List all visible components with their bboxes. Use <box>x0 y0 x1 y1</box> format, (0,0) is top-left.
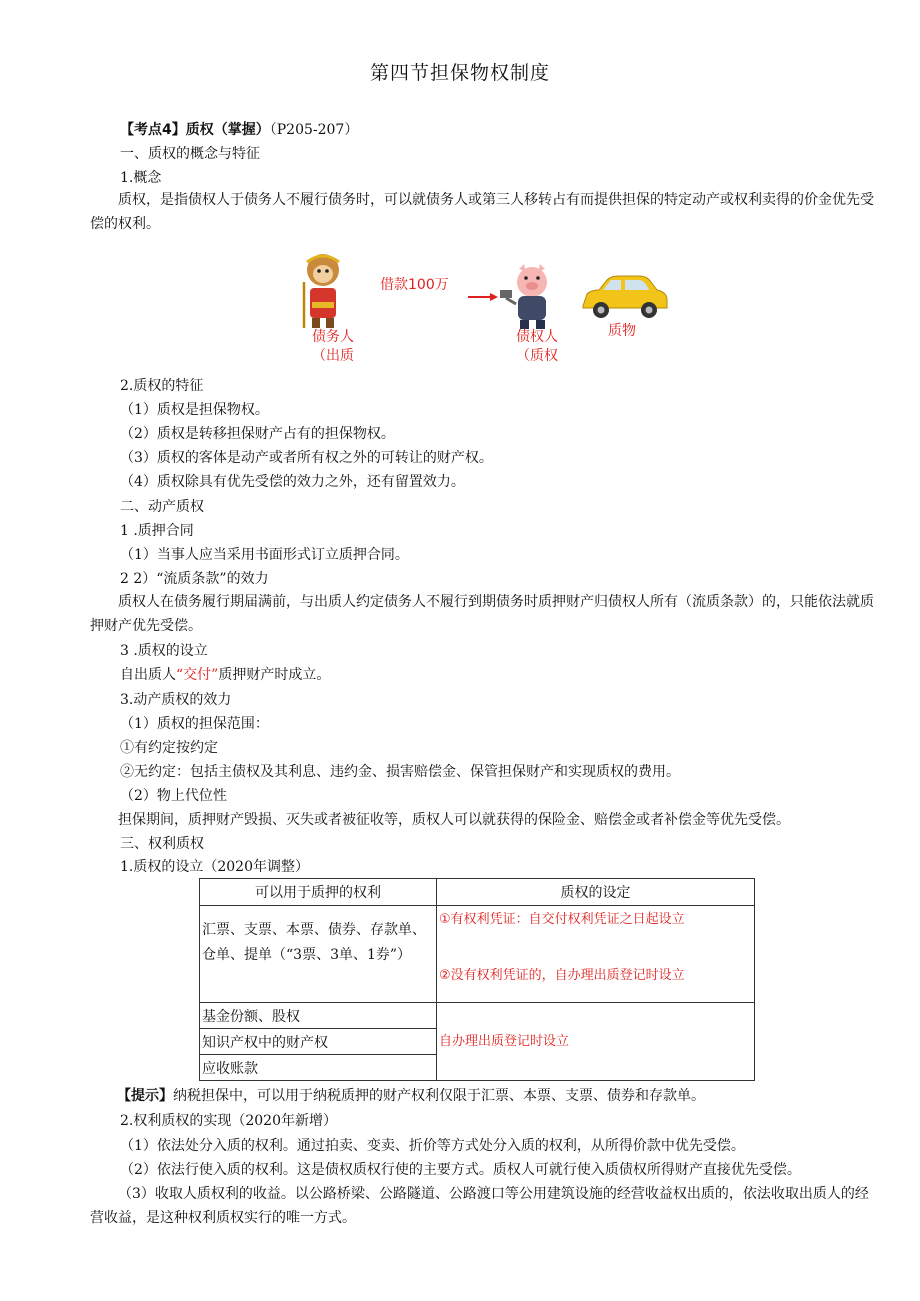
pledge-contract-item: （1）当事人应当采用书面形式订立质押合同。 <box>120 547 409 563</box>
subrogation-heading: （2）物上代位性 <box>120 788 227 804</box>
setup-without-certificate: ②没有权利凭证的，自办理出质登记时设立 <box>439 968 685 983</box>
setup-line <box>120 665 330 685</box>
right-pledge-setup-heading: 1.质权的设立（2020年调整） <box>120 859 309 875</box>
registration-setup-text: 自办理出质登记时设立 <box>439 1033 570 1049</box>
feature-3: （3）质权的客体是动产或者所有权之外的可转让的财产权。 <box>120 450 493 466</box>
feature-2: （2）质权是转移担保财产占有的担保物权。 <box>120 426 395 442</box>
kaodian-line <box>120 120 358 140</box>
table-cell-registration-setup <box>437 1003 755 1081</box>
realization-2: （2）依法行使入质的权利。这是债权质权行使的主要方式。质权人可就行使入质债权所得财产直接优先受偿。 <box>120 1162 801 1178</box>
pledged-car-icon <box>577 272 671 322</box>
section-1-heading: 一、质权的概念与特征 <box>120 146 260 162</box>
section-3-heading: 三、权利质权 <box>120 836 204 852</box>
pledge-label: 质物 <box>608 323 636 339</box>
features-heading: 2.质权的特征 <box>120 378 204 394</box>
table-header-rights: 可以用于质押的权利 <box>200 879 437 906</box>
loan-arrow-label: 借款100万 <box>380 277 449 293</box>
table-cell-fund-equity: 基金份额、股权 <box>200 1003 437 1029</box>
pledge-illustration <box>290 248 690 373</box>
table-row <box>200 1003 755 1029</box>
tip-text: 纳税担保中，可以用于纳税质押的财产权利仅限于汇票、本票、支票、债券和存款单。 <box>173 1088 705 1104</box>
feature-1: （1）质权是担保物权。 <box>120 402 269 418</box>
tip-label: 【提示】 <box>117 1088 173 1104</box>
setup-delivery-highlight: “交付” <box>176 667 219 683</box>
setup-heading: 3 .质权的设立 <box>120 643 208 659</box>
creditor-label <box>516 328 558 366</box>
loan-arrow-icon <box>468 292 498 302</box>
creditor-pig-icon <box>498 264 558 330</box>
scope-default: ②无约定：包括主债权及其利息、违约金、损害赔偿金、保管担保财产和实现质权的费用。 <box>120 764 680 780</box>
table-header-row <box>200 879 755 906</box>
setup-pre: 自出质人 <box>120 667 176 683</box>
debtor-label <box>312 328 354 366</box>
creditor-label-line2: （质权 <box>516 348 558 364</box>
realization-heading: 2.权利质权的实现（2020年新增） <box>120 1113 337 1129</box>
concept-paragraph: 质权，是指债权人于债务人不履行债务时，可以就债务人或第三人移转占有而提供担保的特定动产或权利卖得的价金优先受偿的权利。 <box>90 192 874 232</box>
instruments-text: 汇票、支票、本票、债券、存款单、仓单、提单（“3票、3单、1券”） <box>202 922 426 963</box>
section-2-heading: 二、动产质权 <box>120 499 204 515</box>
debtor-figure-icon <box>298 252 348 330</box>
debtor-label-line1: 债务人 <box>312 329 354 345</box>
table-cell-instruments <box>200 906 437 1003</box>
setup-post: 质押财产时成立。 <box>218 667 331 683</box>
table-row <box>200 906 755 1003</box>
effect-heading: 3.动产质权的效力 <box>120 692 232 708</box>
debtor-label-line2: （出质 <box>312 348 354 364</box>
creditor-label-line1: 债权人 <box>516 329 558 345</box>
page-title: 第四节担保物权制度 <box>369 62 550 84</box>
kaodian-label: 【考点4】质权（掌握） <box>120 122 270 138</box>
realization-3: （3）收取人质权利的收益。以公路桥梁、公路隧道、公路渡口等公用建筑设施的经营收益权出质的，依法收取出质人的经营收益，是这种权利质权实行的唯一方式。 <box>90 1186 869 1226</box>
subrogation-paragraph: 担保期间，质押财产毁损、灭失或者被征收等，质权人可以就获得的保险金、赔偿金或者补偿金等优先受偿。 <box>118 812 790 828</box>
table-header-setup: 质权的设定 <box>437 879 755 906</box>
feature-4: （4）质权除具有优先受偿的效力之外，还有留置效力。 <box>120 474 465 490</box>
pledge-contract-heading: 1 .质押合同 <box>120 523 194 539</box>
table-cell-receivables: 应收账款 <box>200 1055 437 1081</box>
liuzhi-heading: 2 2）“流质条款”的效力 <box>120 571 269 587</box>
right-pledge-table <box>199 878 755 1081</box>
scope-heading: （1）质权的担保范围： <box>120 716 269 732</box>
liuzhi-paragraph: 质权人在债务履行期届满前，与出质人约定债务人不履行到期债务时质押财产归债权人所有（流质条款）的，只能依法就质押财产优先受偿。 <box>90 594 874 634</box>
table-cell-instruments-setup <box>437 906 755 1003</box>
kaodian-pages: （P205-207） <box>269 122 359 138</box>
setup-with-certificate: ①有权利凭证：自交付权利凭证之日起设立 <box>439 912 685 927</box>
tip-line <box>117 1086 705 1106</box>
realization-1: （1）依法处分入质的权利。通过拍卖、变卖、折价等方式处分入质的权利，从所得价款中优先受偿。 <box>120 1138 745 1154</box>
concept-heading: 1.概念 <box>120 170 162 186</box>
table-cell-ip-rights: 知识产权中的财产权 <box>200 1029 437 1055</box>
scope-agreed: ①有约定按约定 <box>120 740 218 756</box>
